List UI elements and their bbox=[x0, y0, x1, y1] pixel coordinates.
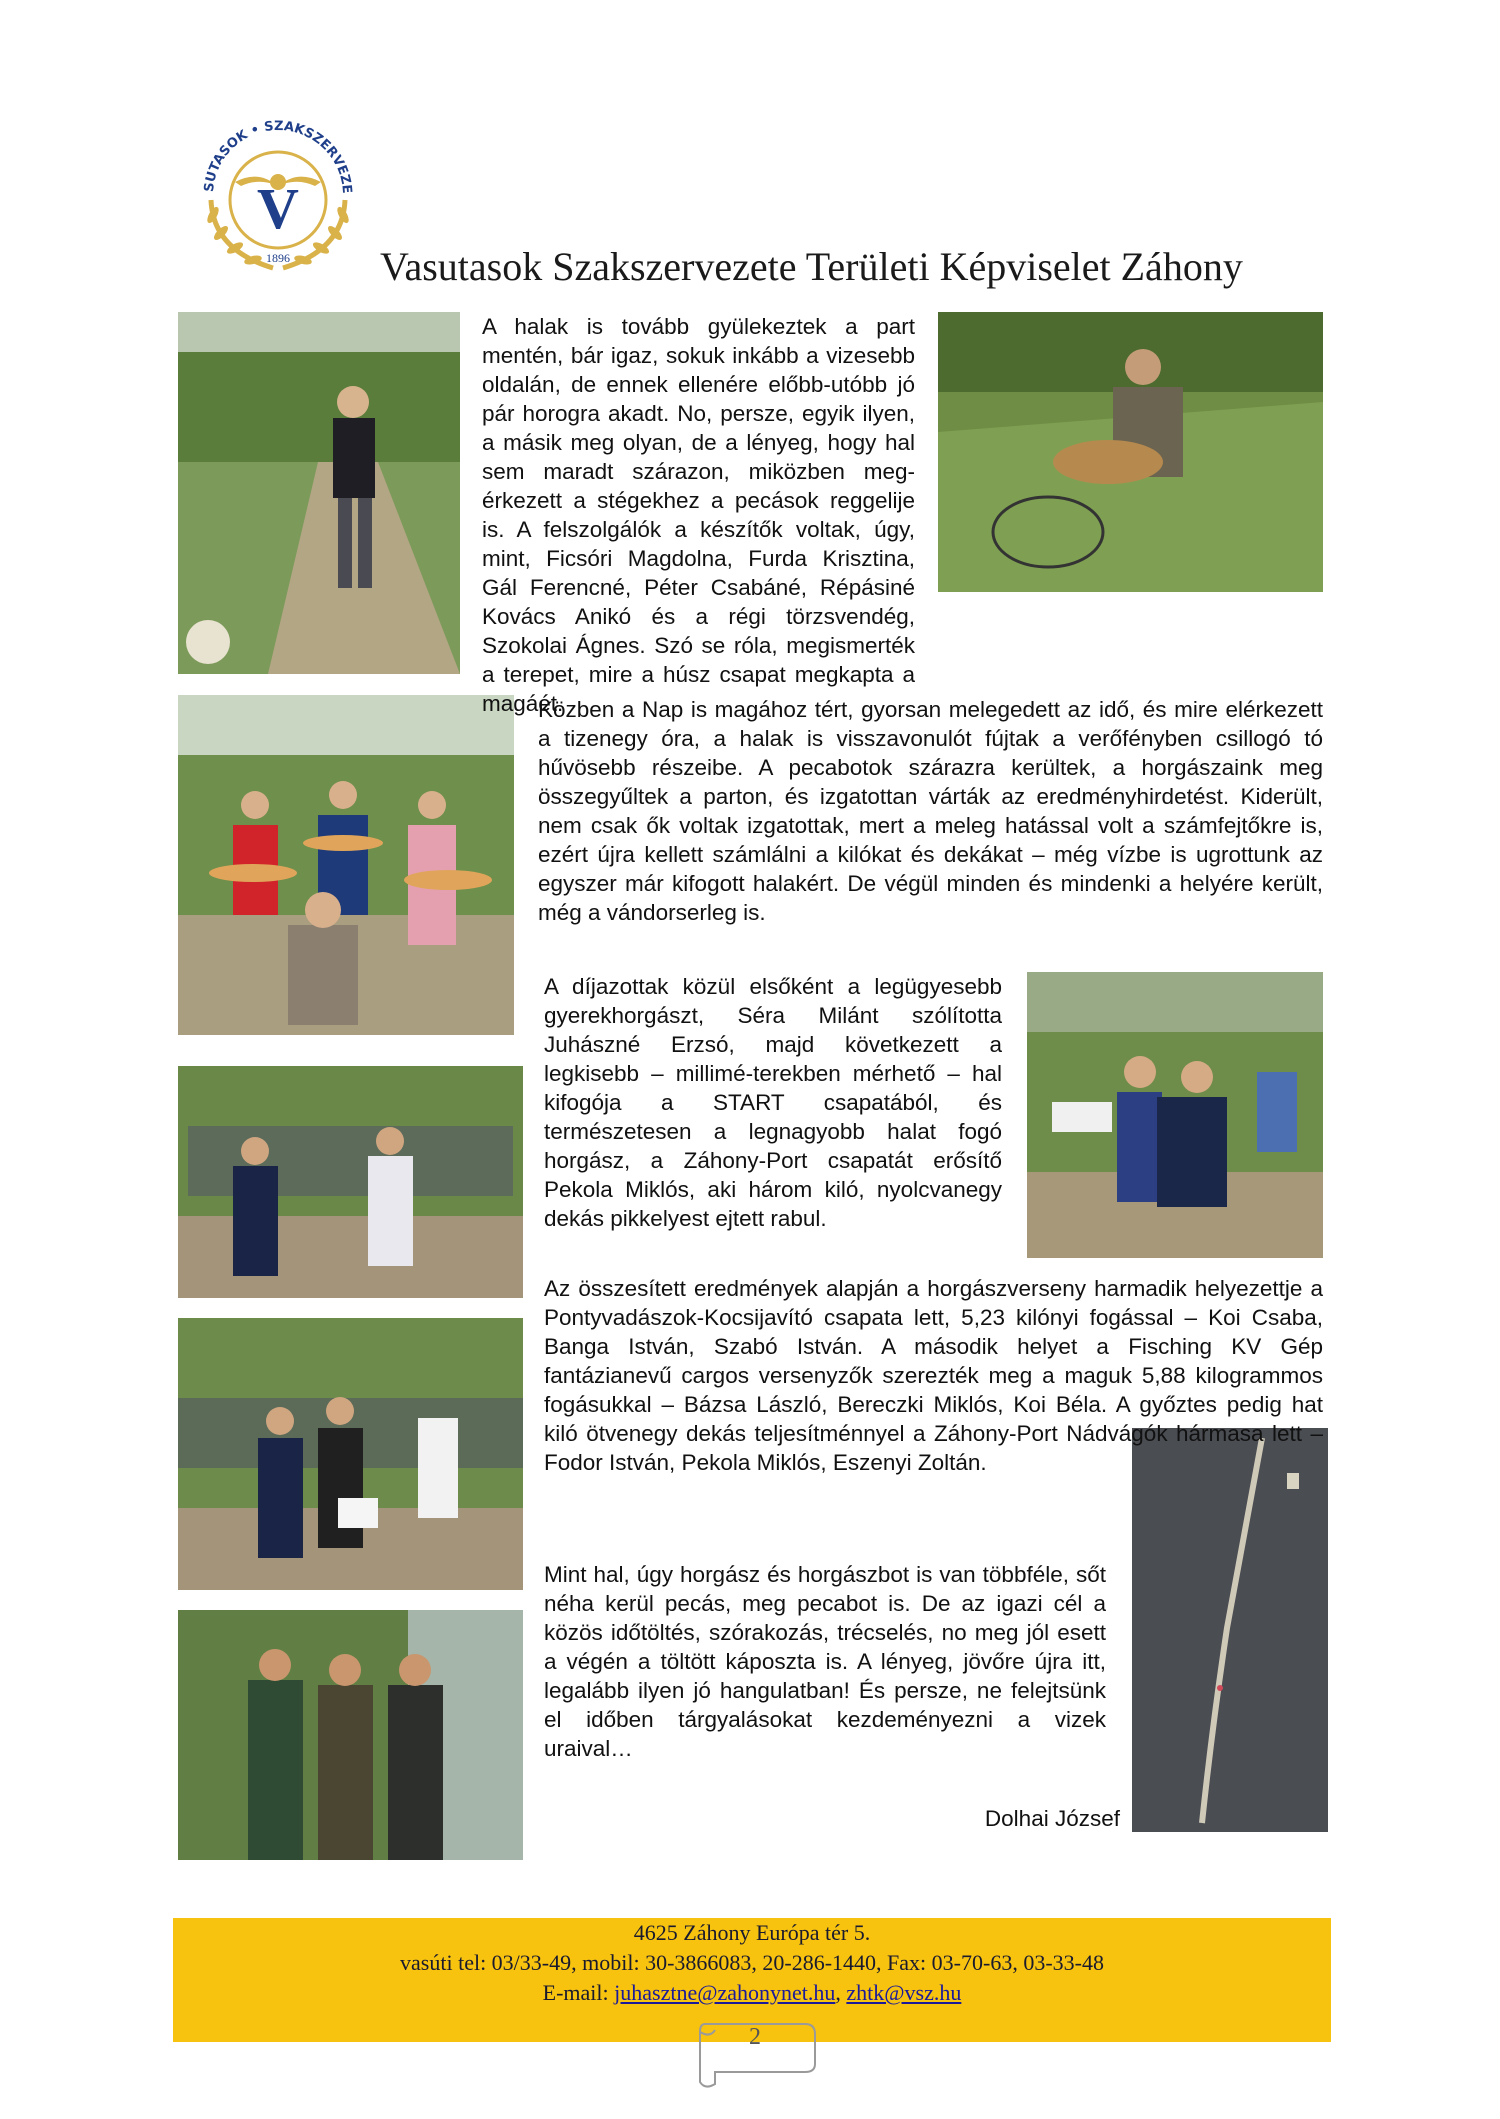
logo-letter: V bbox=[257, 176, 299, 241]
photo-crowd-ceremony bbox=[178, 1318, 523, 1590]
photo-crowd-award bbox=[178, 1066, 523, 1298]
photo-fishing-rod bbox=[1132, 1428, 1328, 1832]
footer-phones: vasúti tel: 03/33-49, mobil: 30-3866083, 20-286-1440, Fax: 03-70-63, 03-33-48 bbox=[400, 1950, 1104, 1975]
footer-email-separator: , bbox=[835, 1980, 847, 2005]
photo-winners-trio bbox=[178, 1610, 523, 1860]
photo-girl-on-path bbox=[178, 312, 460, 674]
logo-ring-text: SUTASOK • SZAKSZERVEZE bbox=[201, 118, 355, 195]
photo-award-hug bbox=[1027, 972, 1323, 1258]
union-logo bbox=[183, 90, 373, 280]
article-paragraph-5: Mint hal, úgy horgász és horgászbot is van többféle, sőt néha kerül pecás, meg pecabot is. De az igazi cél a közös időtöltés, szórakozás, trécselés, no meg jól esett a végén a töltött káposzta is. A lényeg, jövőre újra itt, legalább ilyen jó hangulatban! És persze, ne felejtsünk el időben tárgyalásokat kezdeményezni a vizek uraival… bbox=[544, 1562, 1106, 1761]
article-paragraph-3: A díjazottak közül elsőként a legügyesebb gyerekhorgászt, Séra Milánt szólította Juhászné Erzsó, majd következett a legkisebb – millimé-terekben mérhető – hal kifogója a START csapatából, és természetesen a legnagyobb halat fogó horgász, a Záhony-Port csapatát erősítő Pekola Miklós, aki három kiló, nyolcvanegy dekás pikkelyest ejtett rabul. bbox=[544, 974, 1002, 1231]
footer-email-prefix: E-mail: bbox=[542, 1980, 615, 2005]
article-paragraph-2: Közben a Nap is magához tért, gyorsan melegedett az idő, és mire elérkezett a tizenegy óra, a halak is visszavonulót fújtak a verőfényben csillogó tó hűvösebb részeibe. A pecabotok szárazra kerültek, a horgászaink meg összegyűltek a parton, és izgatottan várták az eredményhirdetést. Kiderült, nem csak ők voltak izgatottak, mert a meleg hatással volt a számfejtőkre is, ezért újra kellett számlálni a kilókat és dekákat – még vízbe is ugrottunk az egyszer már kifogott halakért. De végül minden és mindenki a helyére került, még a vándorserleg is. bbox=[538, 697, 1323, 925]
article-paragraph-1: A halak is tovább gyülekeztek a part mentén, bár igaz, sokuk inkább a vizesebb oldalán, de ennek ellenére előbb-utóbb jó pár horogra akadt. No, persze, egyik ilyen, a másik meg olyan, de a lényeg, hogy hal sem maradt szárazon, miközben meg-érkezett a stégekhez a pecások reggelije is. A felszolgálók a készítők voltak, úgy, mint, Ficsóri Magdolna, Furda Krisztina, Gál Ferencné, Péter Csabáné, Répásiné Kovács Anikó és a régi törzsvendég, Szokolai Ágnes. Szó se róla, megismerték a terepet, mire a húsz csapat megkapta a magáét. bbox=[482, 314, 915, 716]
email-link-juhasztne[interactable]: juhasztne@zahonynet.hu bbox=[614, 1980, 836, 2005]
article-paragraph-1-top bbox=[482, 312, 915, 718]
photo-boy-with-carp bbox=[938, 312, 1323, 592]
footer-email-line bbox=[173, 1978, 1331, 2008]
page-title: Vasutasok Szakszervezete Területi Képviselet Záhony bbox=[380, 244, 1243, 289]
photo-servers-with-trays bbox=[178, 695, 514, 1035]
article-paragraph-4: Az összesített eredmények alapján a horgászverseny harmadik helyezettje a Pontyvadászok-Kocsijavító csapata lett, 5,23 kilónyi fogással – Koi Csaba, Banga István, Szabó István. A második helyet a Fisching KV Gép fantázianevű cargos versenyzők szerezték meg a maguk 5,88 kilogrammos fogásukkal – Bázsa László, Bereczki Miklós, Koi Béla. A győztes pedig hat kiló ötvenegy dekás teljesítménnyel a Záhony-Port Nádvágók hármasa lett – Fodor István, Pekola Miklós, Eszenyi Zoltán. bbox=[544, 1276, 1323, 1475]
email-link-zhtk[interactable]: zhtk@vsz.hu bbox=[846, 1980, 962, 2005]
logo-year: 1896 bbox=[266, 251, 290, 265]
footer-address: 4625 Záhony Európa tér 5. bbox=[633, 1920, 871, 1945]
page-number: 2 bbox=[749, 2024, 761, 2050]
author-signature: Dolhai József bbox=[984, 1806, 1120, 1831]
